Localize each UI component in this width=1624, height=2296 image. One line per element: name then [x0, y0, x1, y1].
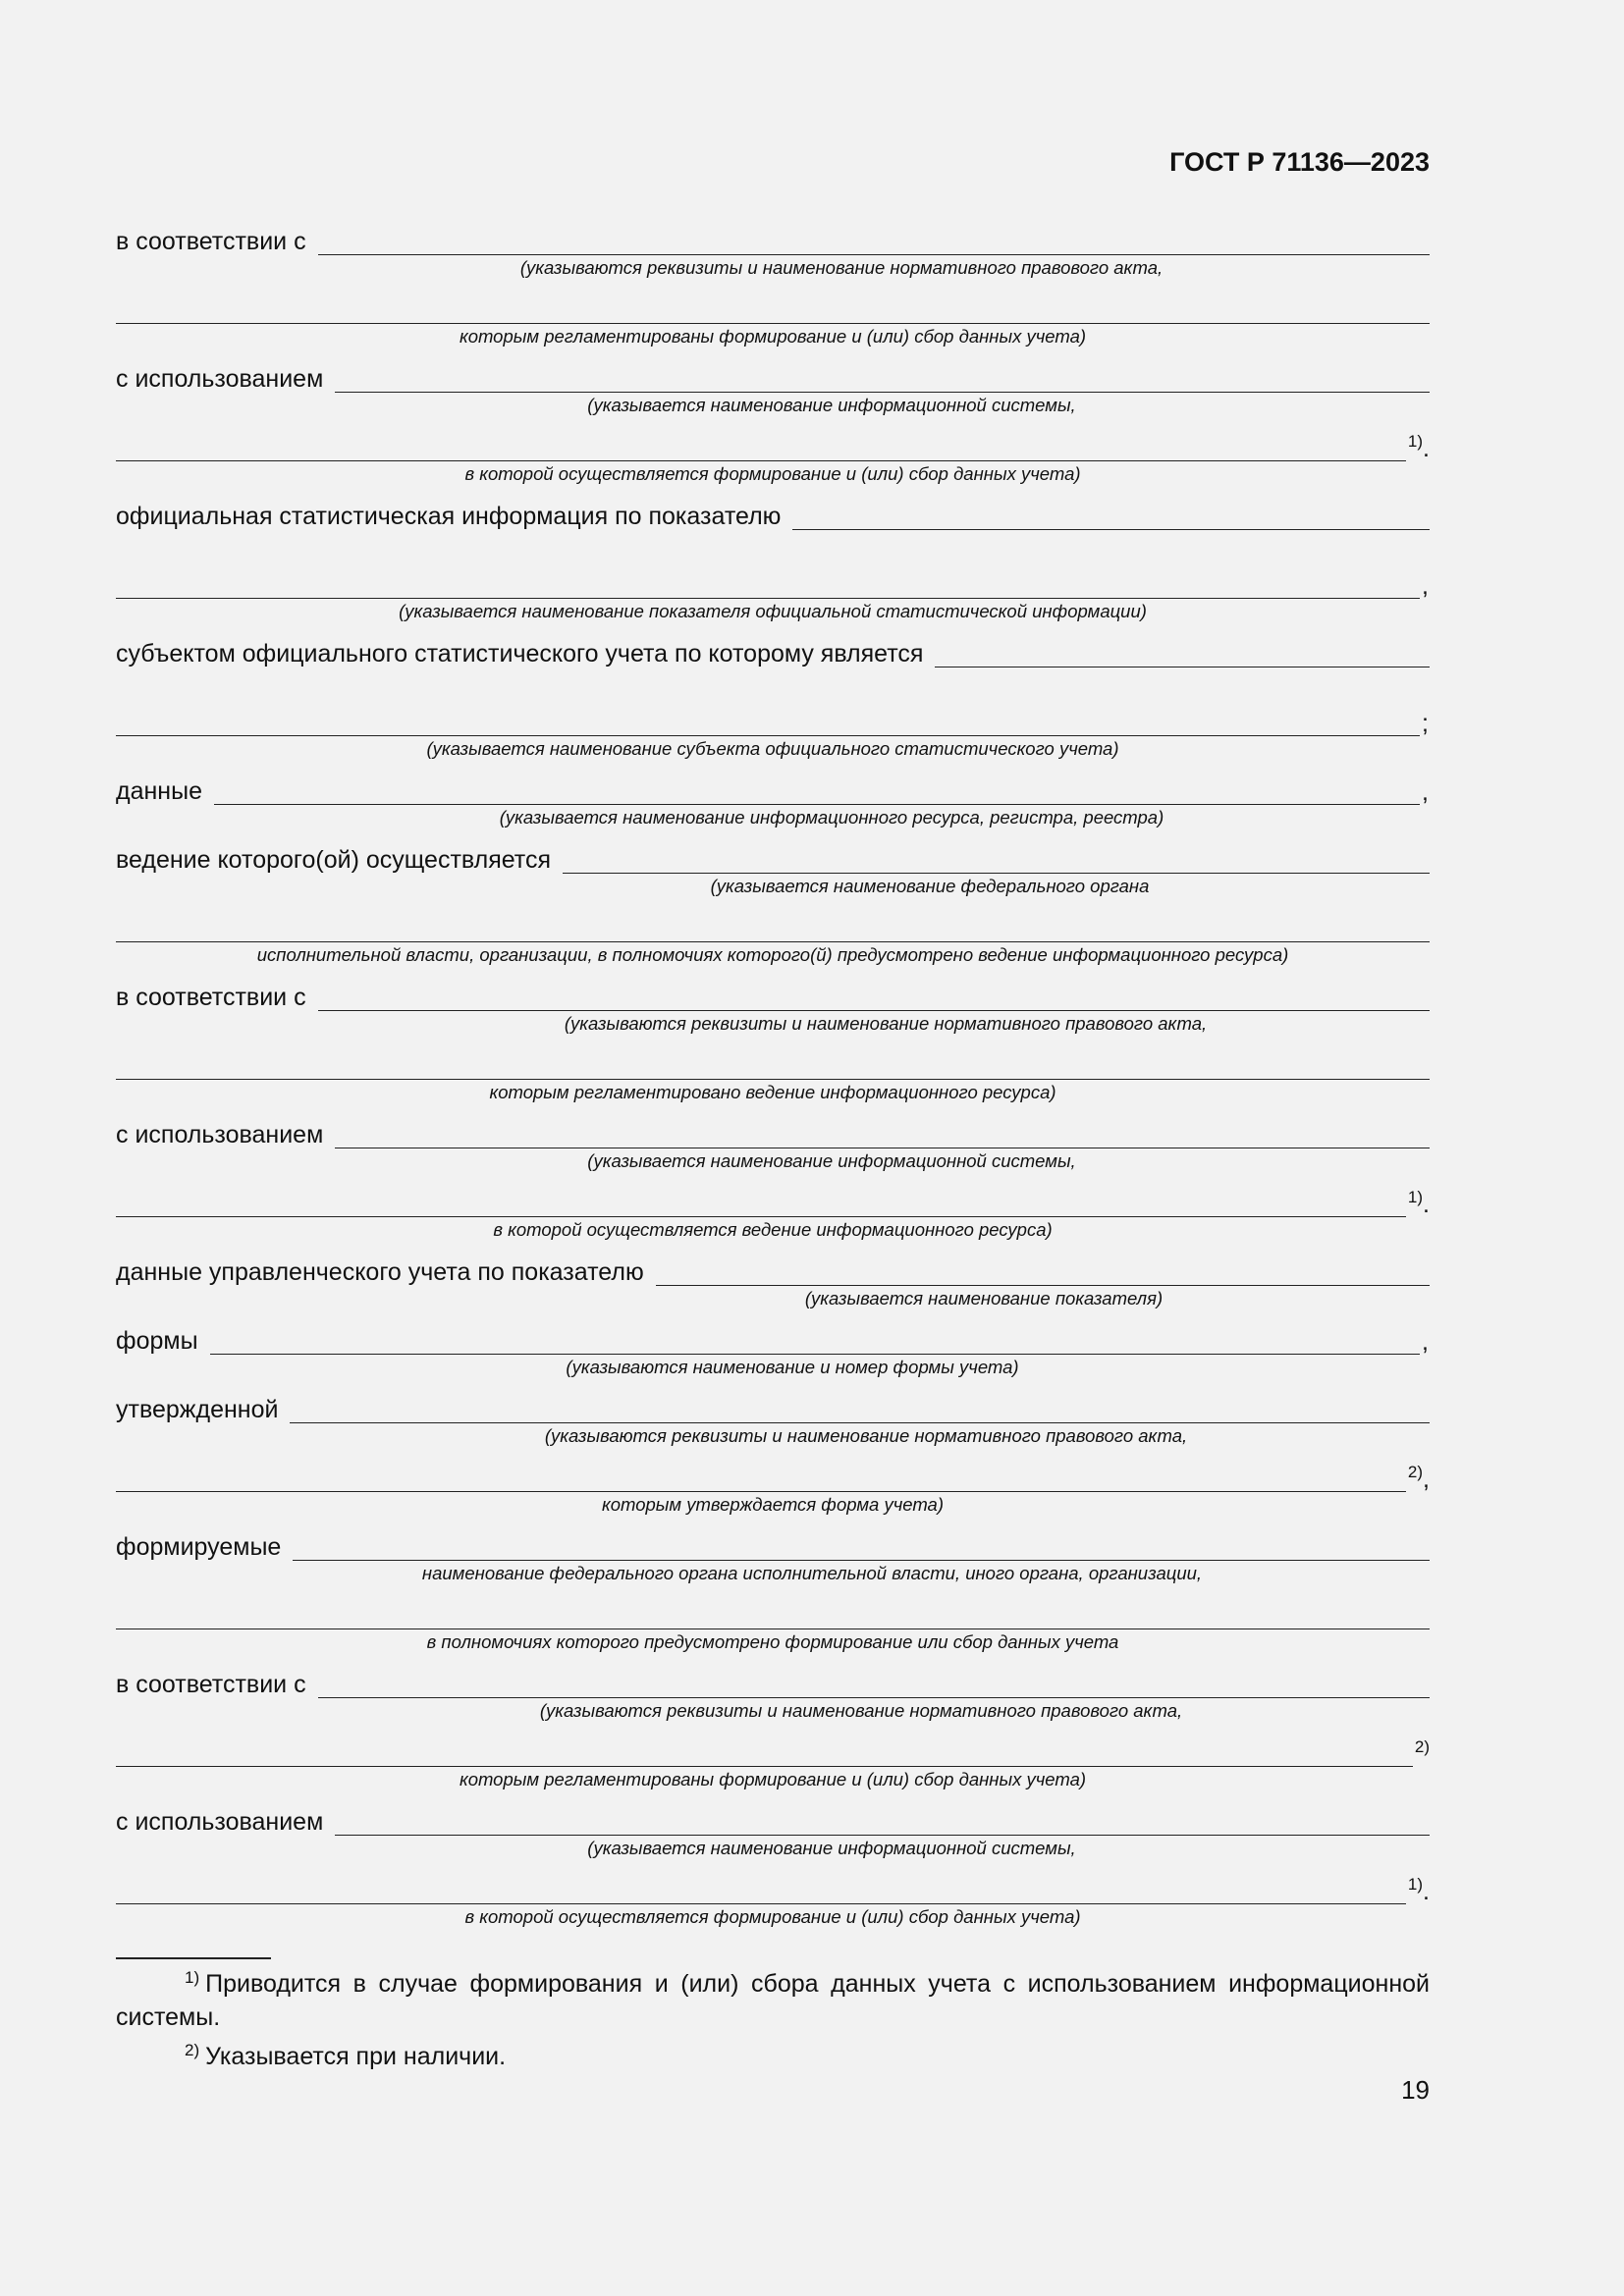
form-line [116, 633, 1430, 667]
field-hint: в которой осуществляется формирование и (или) сбор данных учета) [464, 1906, 1081, 1927]
form-row [116, 1389, 1430, 1458]
line-suffix [1420, 779, 1430, 805]
fill-in-blank-line[interactable] [335, 362, 1430, 393]
fill-in-blank-line[interactable] [293, 1530, 1430, 1561]
punctuation: . [1423, 1191, 1430, 1218]
fill-in-blank-line[interactable] [563, 843, 1430, 874]
line-suffix [1406, 1872, 1430, 1904]
form-row [116, 839, 1430, 908]
field-hint: (указываются реквизиты и наименование нормативного правового акта, [544, 1425, 1188, 1446]
field-hint [116, 532, 1430, 561]
form-row [116, 1252, 1430, 1320]
field-hint: (указываются реквизиты и наименование нормативного правового акта, [539, 1700, 1183, 1721]
form-line [116, 221, 1430, 255]
field-hint: (указывается наименование информационной системы, [587, 1150, 1076, 1171]
punctuation: . [1423, 1878, 1430, 1905]
field-label: формируемые [116, 1533, 282, 1561]
footnote-text: Указывается при наличии. [205, 2043, 507, 2070]
field-hint: которым регламентировано ведение информационного ресурса) [489, 1082, 1056, 1102]
footnote-separator [116, 1957, 271, 1959]
form-row [116, 1183, 1430, 1252]
line-suffix [1413, 1735, 1430, 1767]
fill-in-blank-line[interactable] [935, 637, 1430, 667]
line-suffix [1420, 711, 1430, 736]
form-line [116, 290, 1430, 324]
form-line [116, 358, 1430, 393]
fill-in-blank-line[interactable] [116, 1462, 1406, 1492]
form-row [116, 1045, 1430, 1114]
footnote-text: Приводится в случае формирования и (или) сбора данных учета с использованием информационной системы. [116, 1970, 1430, 2031]
form-line [116, 1458, 1430, 1492]
footnote-2 [116, 2034, 1430, 2073]
form-fields [116, 221, 1430, 1939]
form-row [116, 358, 1430, 427]
field-label: в соответствии с [116, 228, 306, 255]
form-line [116, 1870, 1430, 1904]
fill-in-blank-line[interactable] [116, 706, 1420, 736]
form-row [116, 564, 1430, 633]
field-hint: (указываются наименование и номер формы учета) [566, 1357, 1019, 1377]
fill-in-blank-line[interactable] [116, 1874, 1406, 1904]
footnote-reference: 1) [1407, 1188, 1424, 1206]
fill-in-blank-line[interactable] [792, 500, 1430, 530]
form-line [116, 1320, 1430, 1355]
punctuation: , [1423, 1466, 1430, 1493]
punctuation: , [1422, 572, 1429, 600]
field-label: в соответствии с [116, 984, 306, 1011]
field-hint: исполнительной власти, организации, в полномочиях которого(й) предусмотрено ведение информационного ресурса) [256, 944, 1289, 965]
field-label: с использованием [116, 1121, 324, 1148]
form-row [116, 1526, 1430, 1595]
field-hint: в которой осуществляется ведение информационного ресурса) [493, 1219, 1053, 1240]
field-label: с использованием [116, 1808, 324, 1836]
form-line [116, 977, 1430, 1011]
form-row [116, 290, 1430, 358]
fill-in-blank-line[interactable] [116, 431, 1406, 461]
document-header: ГОСТ Р 71136—2023 [1169, 147, 1430, 177]
line-suffix [1406, 1460, 1430, 1492]
field-label: данные [116, 777, 202, 805]
form-row [116, 496, 1430, 564]
punctuation: ; [1422, 710, 1429, 737]
field-hint: наименование федерального органа исполнительной власти, иного органа, организации, [421, 1563, 1203, 1583]
field-label: в соответствии с [116, 1671, 306, 1698]
form-line [116, 1801, 1430, 1836]
field-label: с использованием [116, 365, 324, 393]
field-hint: (указываются реквизиты и наименование нормативного правового акта, [564, 1013, 1208, 1034]
form-row [116, 1870, 1430, 1939]
field-label: субъектом официального статистического учета по которому является [116, 640, 924, 667]
field-hint: (указывается наименование показателя официальной статистической информации) [399, 601, 1147, 621]
form-line [116, 1733, 1430, 1767]
fill-in-blank-line[interactable] [116, 1187, 1406, 1217]
form-row [116, 1595, 1430, 1664]
form-row [116, 221, 1430, 290]
line-suffix [1420, 1329, 1430, 1355]
field-hint: (указывается наименование субъекта официального статистического учета) [426, 738, 1119, 759]
line-suffix [1420, 573, 1430, 599]
form-line [116, 1526, 1430, 1561]
field-hint: в которой осуществляется формирование и (или) сбор данных учета) [464, 463, 1081, 484]
punctuation: . [1423, 435, 1430, 462]
form-row [116, 1664, 1430, 1733]
field-hint [116, 669, 1430, 699]
form-row [116, 702, 1430, 771]
form-line [116, 1045, 1430, 1080]
form-row [116, 771, 1430, 839]
form-row [116, 1801, 1430, 1870]
footnote-reference: 1) [1407, 1875, 1424, 1894]
form-row [116, 1114, 1430, 1183]
fill-in-blank-line[interactable] [335, 1805, 1430, 1836]
fill-in-blank-line[interactable] [116, 912, 1430, 942]
footnote-reference: 1) [1407, 432, 1424, 451]
field-hint: которым регламентированы формирование и (или) сбор данных учета) [459, 326, 1087, 347]
fill-in-blank-line[interactable] [290, 1393, 1430, 1423]
field-hint: которым регламентированы формирование и (или) сбор данных учета) [459, 1769, 1087, 1789]
footnote-reference: 2) [1414, 1737, 1430, 1756]
form-line [116, 1389, 1430, 1423]
fill-in-blank-line[interactable] [116, 568, 1420, 599]
form-row [116, 427, 1430, 496]
footnotes [116, 1961, 1430, 2073]
line-suffix [1406, 429, 1430, 461]
line-suffix [1406, 1185, 1430, 1217]
fill-in-blank-line[interactable] [656, 1255, 1430, 1286]
footnote-1 [116, 1961, 1430, 2034]
form-line [116, 1595, 1430, 1629]
fill-in-blank-line[interactable] [116, 1599, 1430, 1629]
fill-in-blank-line[interactable] [210, 1324, 1420, 1355]
field-label: данные управленческого учета по показателю [116, 1258, 644, 1286]
page-number: 19 [1401, 2075, 1430, 2105]
form-line [116, 496, 1430, 530]
form-line [116, 771, 1430, 805]
form-row [116, 633, 1430, 702]
fill-in-blank-line[interactable] [318, 225, 1430, 255]
field-hint: в полномочиях которого предусмотрено формирование или сбор данных учета [426, 1631, 1119, 1652]
footnote-reference: 2) [1407, 1463, 1424, 1481]
form-row [116, 1320, 1430, 1389]
form-line [116, 427, 1430, 461]
form-line [116, 1183, 1430, 1217]
field-hint: (указывается наименование информационной системы, [587, 395, 1076, 415]
form-line [116, 1252, 1430, 1286]
form-line [116, 702, 1430, 736]
punctuation: , [1422, 778, 1429, 806]
form-line [116, 1664, 1430, 1698]
field-hint: которым утверждается форма учета) [601, 1494, 945, 1515]
field-hint: (указываются реквизиты и наименование нормативного правового акта, [519, 257, 1164, 278]
field-hint: (указывается наименование информационной системы, [587, 1838, 1076, 1858]
fill-in-blank-line[interactable] [116, 1736, 1413, 1767]
fill-in-blank-line[interactable] [318, 981, 1430, 1011]
fill-in-blank-line[interactable] [116, 1049, 1430, 1080]
form-line [116, 908, 1430, 942]
form-line [116, 1114, 1430, 1148]
field-hint: (указывается наименование показателя) [804, 1288, 1164, 1308]
form-row [116, 908, 1430, 977]
form-row [116, 977, 1430, 1045]
form-line [116, 564, 1430, 599]
fill-in-blank-line[interactable] [116, 294, 1430, 324]
footnote-mark: 2) [185, 2041, 200, 2059]
form-line [116, 839, 1430, 874]
field-label: формы [116, 1327, 198, 1355]
field-hint: (указывается наименование федерального органа [710, 876, 1150, 896]
field-label: утвержденной [116, 1396, 279, 1423]
fill-in-blank-line[interactable] [214, 774, 1420, 805]
footnote-mark: 1) [185, 1968, 200, 1987]
punctuation: , [1422, 1328, 1429, 1356]
fill-in-blank-line[interactable] [335, 1118, 1430, 1148]
form-row [116, 1458, 1430, 1526]
field-label: ведение которого(ой) осуществляется [116, 846, 552, 874]
fill-in-blank-line[interactable] [318, 1668, 1430, 1698]
form-row [116, 1733, 1430, 1801]
field-hint: (указывается наименование информационного ресурса, регистра, реестра) [499, 807, 1164, 828]
field-label: официальная статистическая информация по показателю [116, 503, 782, 530]
